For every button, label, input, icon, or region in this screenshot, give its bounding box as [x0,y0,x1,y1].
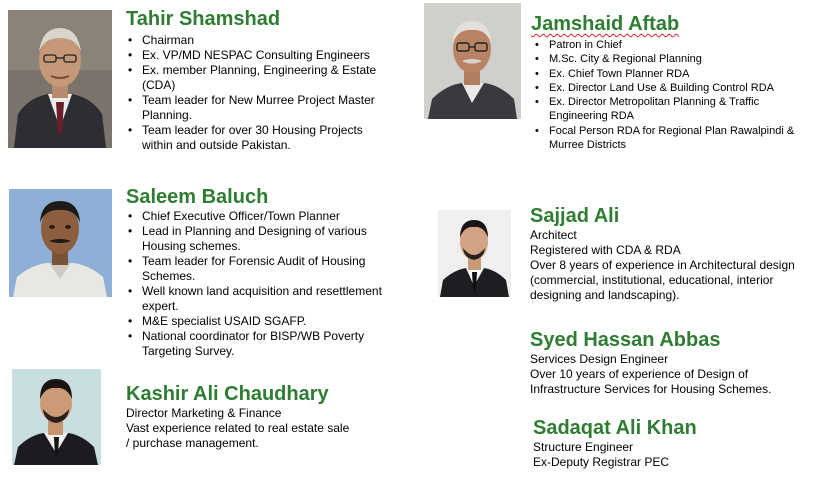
list-saleem-baluch [126,209,388,359]
list-item: • M.Sc. City & Regional Planning [533,52,795,66]
list-item: • Patron in Chief [533,38,795,52]
list-item: • Ex. Director Land Use & Building Control RDA [533,81,795,95]
list-item: • Team leader for Forensic Audit of Housing Schemes. [126,254,388,284]
list-item: • Ex. Director Metropolitan Planning & Traffic Engineering RDA [533,95,795,124]
list-item: • Team leader for over 30 Housing Projects within and outside Pakistan. [126,123,391,153]
name-sajjad-ali: Sajjad Ali [530,205,620,227]
list-item: • Ex. member Planning, Engineering & Estate (CDA) [126,63,391,93]
detail-line: Architect [530,228,577,242]
detail-line: Over 10 years of experience of Design of Infrastructure Services for Housing Schemes. [530,367,772,396]
detail-line: Ex-Deputy Registrar PEC [533,455,670,469]
detail-line: Vast experience related to real estate sale / purchase management. [126,421,350,450]
name-kashir-ali-chaudhary: Kashir Ali Chaudhary [126,383,329,405]
list-item: • National coordinator for BISP/WB Poverty Targeting Survey. [126,329,388,359]
photo-tahir-shamshad [8,10,112,148]
photo-saleem-baluch [9,189,112,297]
list-item: • Well known land acquisition and resettlement expert. [126,284,388,314]
details-syed-hassan-abbas [530,352,795,397]
list-item: • Team leader for New Murree Project Master Planning. [126,93,391,123]
list-item: • Ex. Chief Town Planner RDA [533,67,795,81]
list-tahir-shamshad [126,33,391,153]
list-jamshaid-aftab [533,38,795,152]
detail-line: Over 8 years of experience in Architectural design (commercial, institutional, educational, interior designing and landscaping). [530,258,795,302]
list-item: • Ex. VP/MD NESPAC Consulting Engineers [126,48,391,63]
detail-line: Structure Engineer [533,440,634,454]
detail-line: Registered with CDA & RDA [530,243,681,257]
detail-line: Services Design Engineer [530,352,669,366]
photo-jamshaid-aftab [424,3,521,119]
name-sadaqat-ali-khan: Sadaqat Ali Khan [533,417,697,439]
name-saleem-baluch: Saleem Baluch [126,186,269,208]
details-sadaqat-ali-khan [533,440,669,470]
photo-sajjad-ali [438,210,511,297]
detail-line: Director Marketing & Finance [126,406,282,420]
name-syed-hassan-abbas: Syed Hassan Abbas [530,329,721,351]
name-tahir-shamshad: Tahir Shamshad [126,8,281,30]
list-item: • Chief Executive Officer/Town Planner [126,209,388,224]
list-item: • M&E specialist USAID SGAFP. [126,314,388,329]
list-item: • Focal Person RDA for Regional Plan Rawalpindi & Murree Districts [533,124,795,153]
list-item: • Chairman [126,33,391,48]
list-item: • Lead in Planning and Designing of various Housing schemes. [126,224,388,254]
photo-kashir-ali-chaudhary [12,369,101,465]
details-kashir-ali-chaudhary [126,406,351,451]
name-jamshaid-aftab: Jamshaid Aftab [531,13,680,35]
details-sajjad-ali [530,228,805,303]
